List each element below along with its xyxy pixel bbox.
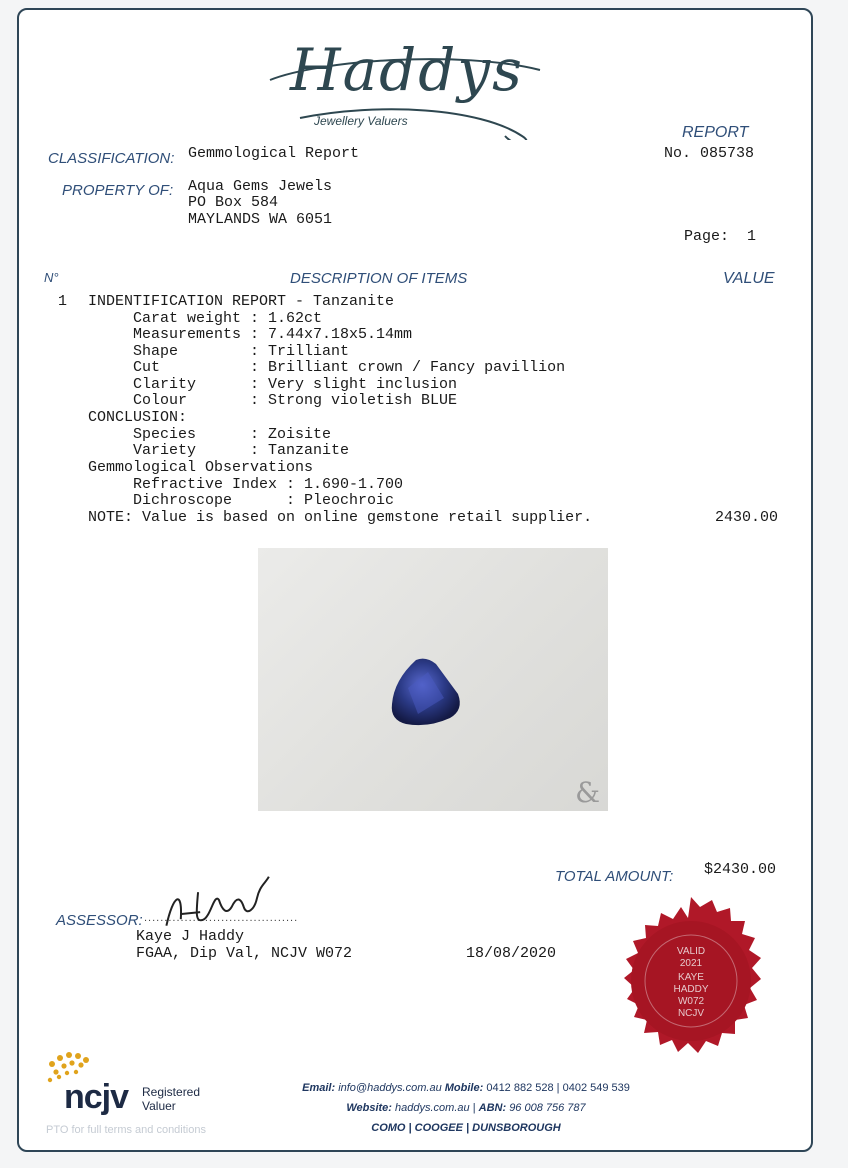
item-line: Shape : Trilliant (88, 343, 350, 360)
report-date: 18/08/2020 (466, 945, 557, 962)
logo-wordmark: Haddys (290, 36, 524, 104)
seal-text-line: KAYE (678, 972, 704, 983)
total-label: TOTAL AMOUNT: (555, 868, 674, 885)
item-line: Gemmological Observations (88, 459, 314, 476)
item-line: Measurements : 7.44x7.18x5.14mm (88, 326, 413, 343)
classification-label: CLASSIFICATION: (48, 150, 175, 167)
seal-text-line: VALID (676, 946, 706, 957)
item-line: Colour : Strong violetish BLUE (88, 392, 458, 409)
item-line: NOTE: Value is based on online gemstone retail supplier. (88, 509, 593, 526)
seal-text-line: HADDY (673, 984, 709, 995)
website-value[interactable]: haddys.com.au (395, 1102, 470, 1114)
column-description: DESCRIPTION OF ITEMS (290, 270, 468, 287)
logo-tagline: Jewellery Valuers (314, 114, 408, 128)
assessor-label: ASSESSOR: (56, 912, 143, 929)
column-value: VALUE (723, 270, 775, 287)
gem-image (258, 548, 608, 811)
email-value[interactable]: info@haddys.com.au (338, 1082, 442, 1094)
item-line: Cut : Brilliant crown / Fancy pavillion (88, 359, 566, 376)
signature-line: ...................................... (144, 912, 299, 924)
ncjv-valuer: Valuer (142, 1099, 176, 1113)
property-line-2: PO Box 584 (188, 194, 279, 211)
footer-contact-line (166, 1082, 766, 1094)
photo-watermark: & (575, 776, 600, 809)
item-line: Dichroscope : Pleochroic (88, 492, 395, 509)
abn-label: ABN: (478, 1102, 507, 1114)
pto-note: PTO for full terms and conditions (46, 1124, 206, 1136)
assessor-credentials: FGAA, Dip Val, NCJV W072 (136, 945, 353, 962)
property-label: PROPERTY OF: (62, 182, 174, 199)
seal-text-line: NCJV (677, 1008, 705, 1019)
report-number: No. 085738 (664, 145, 755, 162)
footer-web-line (166, 1102, 766, 1114)
footer-locations: COMO | COOGEE | DUNSBOROUGH (371, 1122, 561, 1134)
abn-value: 96 008 756 787 (509, 1102, 586, 1114)
column-no: N° (44, 270, 59, 285)
item-line: Variety : Tanzanite (88, 442, 350, 459)
item-line: Species : Zoisite (88, 426, 332, 443)
wax-seal (604, 894, 778, 1068)
classification-value: Gemmological Report (188, 145, 360, 162)
item-line: CONCLUSION: (88, 409, 188, 426)
mobile-label: Mobile: (444, 1082, 484, 1094)
item-line: Clarity : Very slight inclusion (88, 376, 458, 393)
property-line-1: Aqua Gems Jewels (188, 178, 333, 195)
item-line: Carat weight : 1.62ct (88, 310, 323, 327)
page-number: Page: 1 (684, 228, 757, 245)
item-line: INDENTIFICATION REPORT - Tanzanite (88, 293, 395, 310)
item-value: 2430.00 (715, 509, 779, 526)
total-amount: $2430.00 (704, 861, 777, 878)
report-label: REPORT (682, 124, 749, 141)
gem-photo (258, 548, 608, 811)
seal-text-line: 2021 (679, 958, 703, 969)
ncjv-registered: Registered (142, 1085, 201, 1099)
website-label: Website: (346, 1102, 392, 1114)
seal-text-line: W072 (677, 996, 705, 1007)
property-line-3: MAYLANDS WA 6051 (188, 211, 333, 228)
mobile-value: 0412 882 528 | 0402 549 539 (486, 1082, 630, 1094)
item-number: 1 (58, 293, 68, 310)
ncjv-wordmark: ncjv (64, 1078, 129, 1116)
email-label: Email: (302, 1082, 336, 1094)
separator: | (472, 1102, 476, 1114)
assessor-name: Kaye J Haddy (136, 928, 245, 945)
item-line: Refractive Index : 1.690-1.700 (88, 476, 404, 493)
